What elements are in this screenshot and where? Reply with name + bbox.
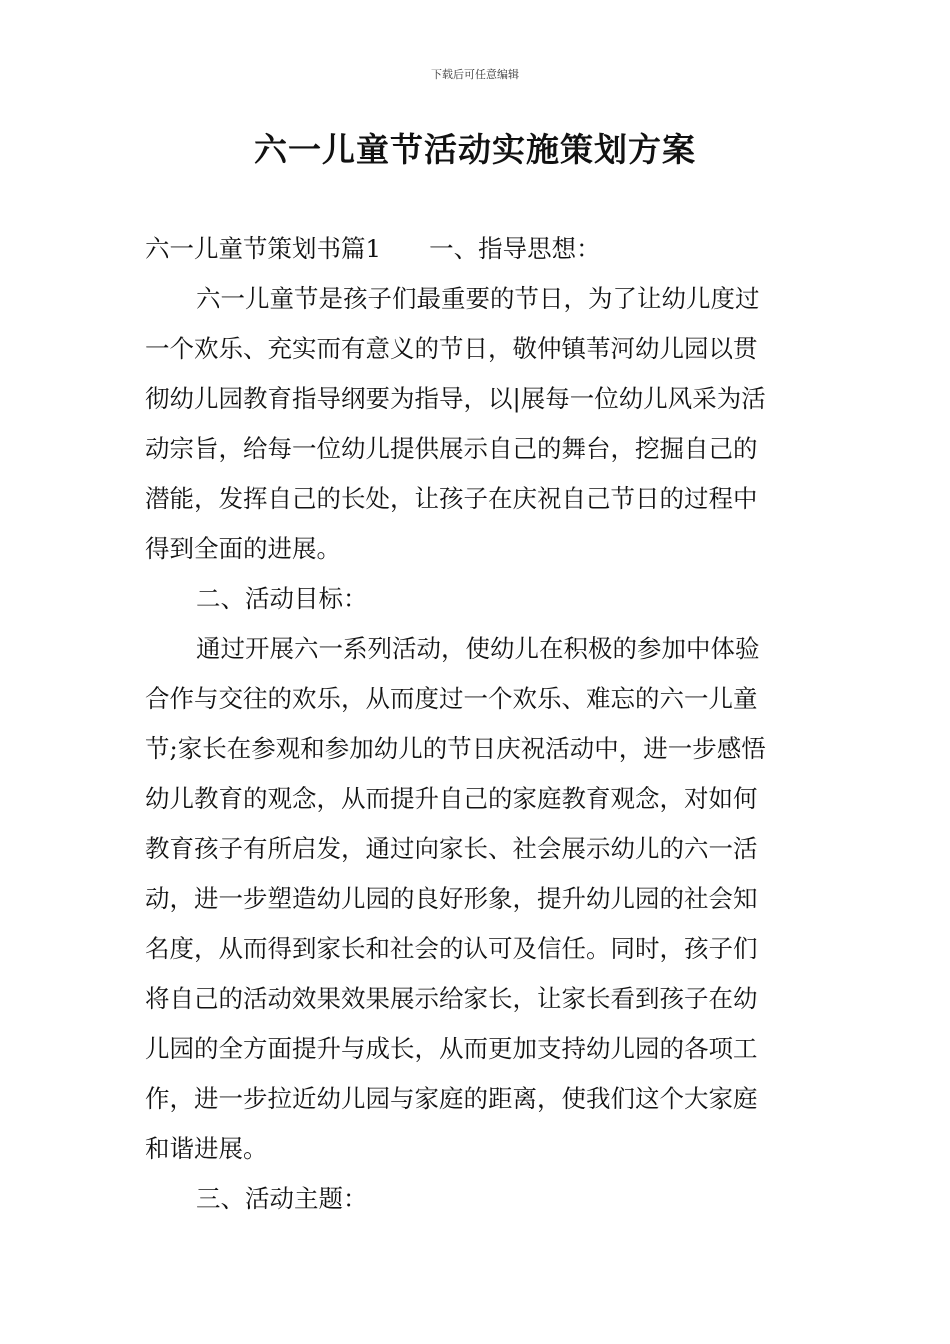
document-title: 六一儿童节活动实施策划方案: [254, 130, 696, 169]
paragraph-line: 作，进一步拉近幼儿园与家庭的距离，使我们这个大家庭: [145, 1084, 758, 1113]
first-line: [145, 233, 810, 265]
paragraph-line: 和谐进展。: [145, 1134, 268, 1163]
paragraph-line: 教育孩子有所启发，通过向家长、社会展示幼儿的六一活: [145, 834, 758, 863]
paragraph-line: 通过开展六一系列活动，使幼儿在积极的参加中体验: [196, 634, 760, 663]
paragraph-line: 节;家长在参观和参加幼儿的节日庆祝活动中，进一步感悟: [145, 734, 766, 763]
paragraph-line: 幼儿教育的观念，从而提升自己的家庭教育观念，对如何: [145, 784, 758, 813]
paragraph-line: 名度，从而得到家长和社会的认可及信任。同时，孩子们: [145, 934, 758, 963]
paragraph-line: 潜能，发挥自己的长处，让孩子在庆祝自己节日的过程中: [145, 484, 758, 513]
section-heading-2: 二、活动目标：: [196, 584, 368, 613]
section-heading-1: 一、指导思想：: [429, 234, 601, 263]
section-heading-3: 三、活动主题：: [196, 1184, 368, 1213]
paragraph-line: 彻幼儿园教育指导纲要为指导，以|展每一位幼儿风采为活: [145, 384, 766, 413]
header-note: 下载后可任意编辑: [431, 68, 519, 81]
paragraph-line: 将自己的活动效果效果展示给家长，让家长看到孩子在幼: [145, 984, 758, 1013]
paragraph-line: 合作与交往的欢乐，从而度过一个欢乐、难忘的六一儿童: [145, 684, 758, 713]
paragraph-line: 一个欢乐、充实而有意义的节日，敬仲镇苇河幼儿园以贯: [145, 334, 758, 363]
paragraph-line: 动宗旨，给每一位幼儿提供展示自己的舞台，挖掘自己的: [145, 434, 758, 463]
book-title: 六一儿童节策划书篇1: [145, 234, 382, 263]
paragraph-line: 儿园的全方面提升与成长，从而更加支持幼儿园的各项工: [145, 1034, 758, 1063]
paragraph-line: 动，进一步塑造幼儿园的良好形象，提升幼儿园的社会知: [145, 884, 758, 913]
paragraph-line: 得到全面的进展。: [145, 534, 341, 563]
paragraph-line: 六一儿童节是孩子们最重要的节日，为了让幼儿度过: [196, 284, 760, 313]
